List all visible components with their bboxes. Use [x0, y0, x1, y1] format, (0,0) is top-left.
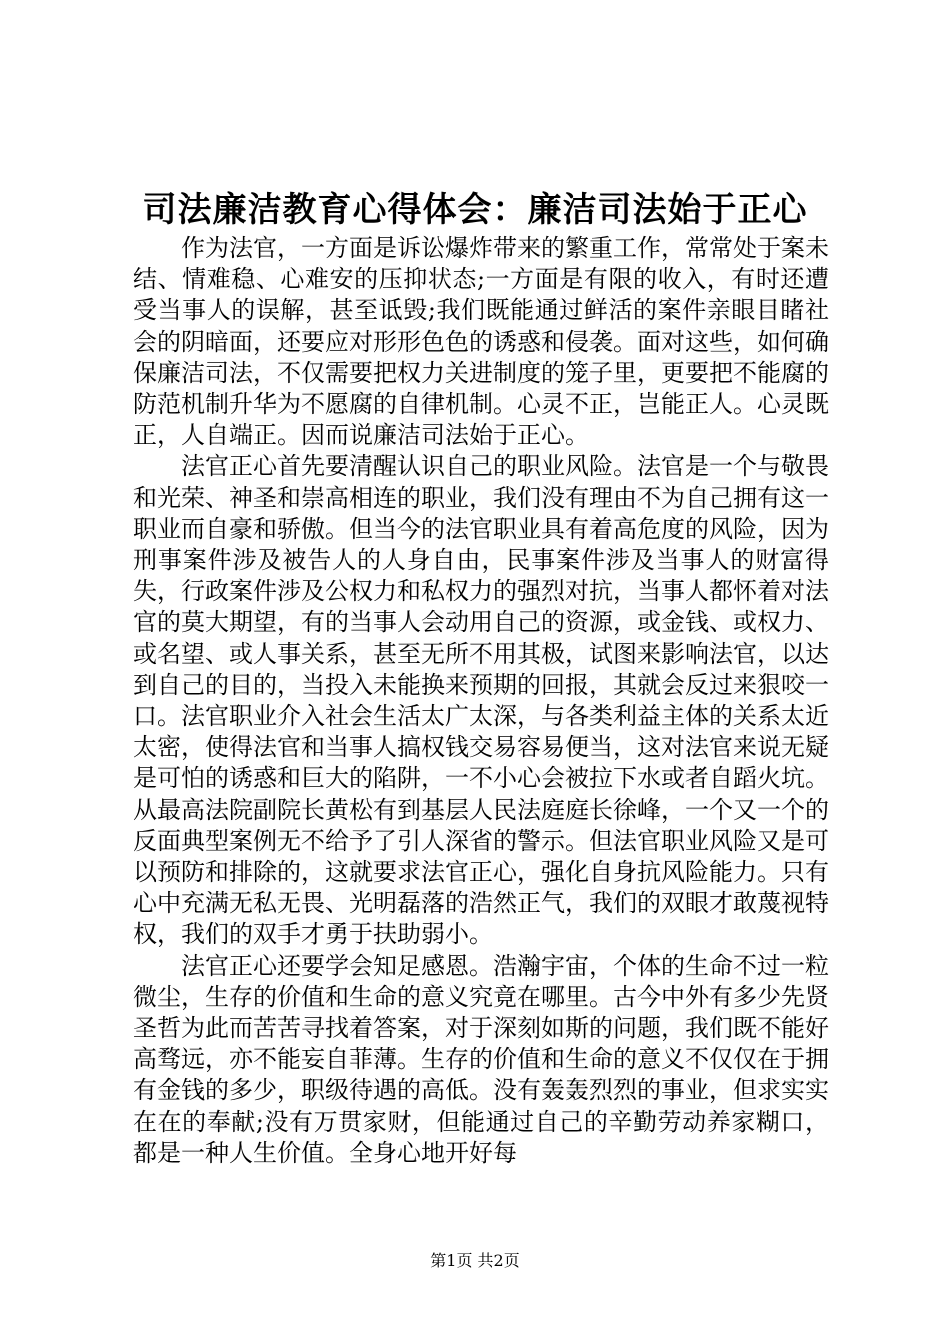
page-number-footer: 第1页 共2页 — [430, 1251, 520, 1270]
paragraph-1: 作为法官，一方面是诉讼爆炸带来的繁重工作，常常处于案未结、情难稳、心难安的压抑状态;一方面是有限的收入，有时还遭受当事人的误解，甚至诋毁;我们既能通过鲜活的案件亲眼目睹社会的阴暗面，还要应对形形色色的诱惑和侵袭。面对这些，如何确保廉洁司法，不仅需要把权力关进制度的笼子里，更要把不能腐的防范机制升华为不愿腐的自律机制。心灵不正，岂能正人。心灵既正，人自端正。因而说廉洁司法始于正心。 — [133, 234, 829, 450]
page-title: 司法廉洁教育心得体会：廉洁司法始于正心 — [142, 190, 808, 230]
document-body — [133, 233, 829, 1169]
paragraph-3: 法官正心还要学会知足感恩。浩瀚宇宙，个体的生命不过一粒微尘，生存的价值和生命的意义究竟在哪里。古今中外有多少先贤圣哲为此而苦苦寻找着答案，对于深刻如斯的问题，我们既不能好高骛远，亦不能妄自菲薄。生存的价值和生命的意义不仅仅在于拥有金钱的多少，职级待遇的高低。没有轰轰烈烈的事业，但求实实在在的奉献;没有万贯家财，但能通过自己的辛勤劳动养家糊口，都是一种人生价值。全身心地开好每 — [133, 951, 829, 1167]
paragraph-2: 法官正心首先要清醒认识自己的职业风险。法官是一个与敬畏和光荣、神圣和崇高相连的职业，我们没有理由不为自己拥有这一职业而自豪和骄傲。但当今的法官职业具有着高危度的风险，因为刑事案件涉及被告人的人身自由，民事案件涉及当事人的财富得失，行政案件涉及公权力和私权力的强烈对抗，当事人都怀着对法官的莫大期望，有的当事人会动用自己的资源，或金钱、或权力、或名望、或人事关系，甚至无所不用其极，试图来影响法官，以达到自己的目的，当投入未能换来预期的回报，其就会反过来狠咬一口。法官职业介入社会生活太广太深，与各类利益主体的关系太近太密，使得法官和当事人搞权钱交易容易便当，这对法官来说无疑是可怕的诱惑和巨大的陷阱，一不小心会被拉下水或者自蹈火坑。从最高法院副院长黄松有到基层人民法庭庭长徐峰，一个又一个的反面典型案例无不给予了引人深省的警示。但法官职业风险又是可以预防和排除的，这就要求法官正心，强化自身抗风险能力。只有心中充满无私无畏、光明磊落的浩然正气，我们的双眼才敢蔑视特权，我们的双手才勇于扶助弱小。 — [133, 452, 829, 949]
